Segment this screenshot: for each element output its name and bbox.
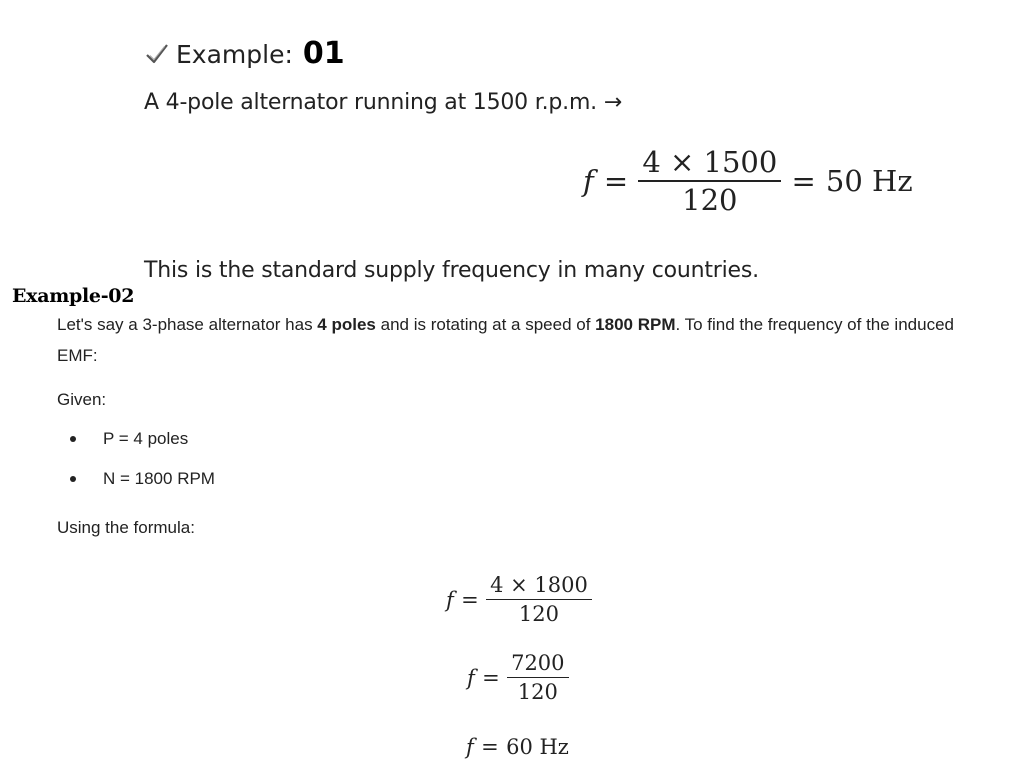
- example-01-statement: A 4-pole alternator running at 1500 r.p.m. →: [144, 90, 623, 115]
- example-01-note: This is the standard supply frequency in many countries.: [144, 258, 759, 283]
- formula-result: 60 Hz: [506, 735, 569, 759]
- formula-equals: =: [482, 665, 500, 690]
- given-item-text: P = 4 poles: [103, 429, 189, 448]
- formula-fraction: [486, 574, 592, 625]
- bullet-icon: [70, 436, 76, 442]
- intro-bold-speed: 1800 RPM: [595, 315, 676, 334]
- list-item: [57, 426, 215, 466]
- example-01-title: Example:: [176, 40, 293, 69]
- example-01-formula: [583, 147, 913, 216]
- formula-equals: =: [603, 164, 629, 199]
- example-01-heading: [144, 36, 345, 71]
- step-2-formula: [467, 652, 569, 703]
- given-label: Given:: [57, 390, 107, 409]
- checkmark-icon: [144, 41, 170, 67]
- example-01-number: 01: [302, 36, 345, 71]
- given-item-text: N = 1800 RPM: [103, 469, 215, 488]
- example-02-intro: [57, 309, 987, 371]
- formula-fraction: [638, 147, 781, 216]
- formula-result: 50 Hz: [825, 164, 913, 199]
- formula-equals: =: [481, 735, 499, 759]
- intro-bold-poles: 4 poles: [317, 315, 376, 334]
- intro-text: . To find the frequency of the induced EMF:: [57, 315, 954, 365]
- formula-denominator: 120: [517, 680, 558, 705]
- formula-variable: f: [467, 665, 475, 690]
- formula-variable: f: [446, 587, 454, 612]
- formula-numerator: 4 × 1800: [486, 574, 592, 600]
- formula-numerator: 7200: [507, 652, 568, 678]
- example-02-heading: Example-02: [12, 285, 135, 307]
- intro-text: Let's say a 3-phase alternator has: [57, 315, 318, 334]
- step-3-formula: [466, 735, 569, 759]
- formula-result-equals: =: [791, 164, 816, 199]
- formula-variable: f: [466, 735, 474, 759]
- formula-denominator: 120: [518, 602, 559, 627]
- given-list: [57, 426, 215, 506]
- intro-text: and is rotating at a speed of: [375, 315, 596, 334]
- formula-variable: f: [583, 164, 594, 199]
- formula-denominator: 120: [682, 183, 738, 218]
- step-1-formula: [446, 574, 592, 625]
- bullet-icon: [70, 476, 76, 482]
- list-item: [57, 466, 215, 506]
- formula-fraction: [507, 652, 568, 703]
- formula-numerator: 4 × 1500: [638, 147, 781, 182]
- using-formula-label: Using the formula:: [57, 518, 195, 537]
- formula-equals: =: [461, 587, 479, 612]
